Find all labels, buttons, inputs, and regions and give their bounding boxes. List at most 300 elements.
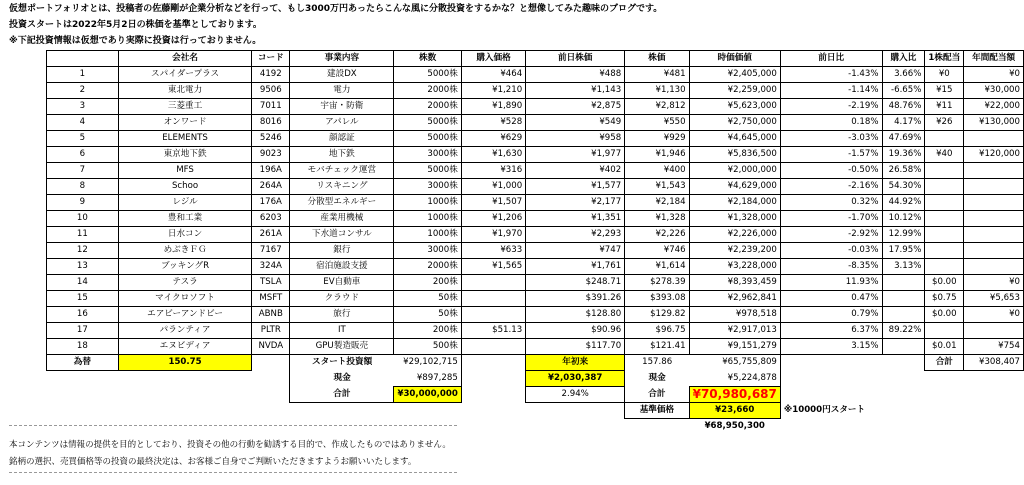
table-cell: $391.26 bbox=[526, 291, 625, 307]
year-start-label: 年初来 bbox=[526, 355, 625, 371]
table-row bbox=[47, 307, 1024, 323]
table-cell: ¥528 bbox=[461, 115, 525, 131]
table-cell: ¥1,565 bbox=[461, 259, 525, 275]
disclaimer-line-2: 銘柄の選択、売買価格等の投資の最終決定は、お客様ご自身でご判断いただきますようお願いいたします。 bbox=[9, 457, 417, 467]
table-row bbox=[47, 195, 1024, 211]
table-cell: -1.70% bbox=[780, 211, 882, 227]
year-start-rate: 157.86 bbox=[625, 355, 689, 371]
table-cell: 9023 bbox=[252, 147, 290, 163]
table-cell bbox=[925, 243, 964, 259]
table-cell: ¥1,577 bbox=[526, 179, 625, 195]
table-cell: ¥402 bbox=[526, 163, 625, 179]
table-cell: ¥120,000 bbox=[964, 147, 1024, 163]
header-market-value: 時価価値 bbox=[689, 51, 780, 67]
table-cell: ¥2,184 bbox=[625, 195, 689, 211]
table-cell: ¥0 bbox=[964, 67, 1024, 83]
table-cell: 44.92% bbox=[882, 195, 925, 211]
table-cell: 264A bbox=[252, 179, 290, 195]
table-cell: ブッキングR bbox=[118, 259, 252, 275]
table-cell: NVDA bbox=[252, 339, 290, 355]
table-cell: 7167 bbox=[252, 243, 290, 259]
table-cell: ¥633 bbox=[461, 243, 525, 259]
table-cell: ¥747 bbox=[526, 243, 625, 259]
table-cell: 16 bbox=[47, 307, 119, 323]
table-cell: 2000株 bbox=[394, 259, 461, 275]
year-start-value: ¥2,030,387 bbox=[526, 371, 625, 387]
fx-value: 150.75 bbox=[118, 355, 252, 371]
table-cell: 11.93% bbox=[780, 275, 882, 291]
table-cell: 261A bbox=[252, 227, 290, 243]
table-cell: $129.82 bbox=[625, 307, 689, 323]
summary-row-5 bbox=[47, 419, 1024, 435]
table-cell: ¥2,177 bbox=[526, 195, 625, 211]
table-cell bbox=[925, 323, 964, 339]
table-cell: ¥22,000 bbox=[964, 99, 1024, 115]
table-row bbox=[47, 179, 1024, 195]
table-cell: 2 bbox=[47, 83, 119, 99]
table-cell: レジル bbox=[118, 195, 252, 211]
table-cell bbox=[964, 323, 1024, 339]
table-cell: ¥2,000,000 bbox=[689, 163, 780, 179]
table-cell: 5000株 bbox=[394, 115, 461, 131]
table-cell: ¥2,184,000 bbox=[689, 195, 780, 211]
table-cell bbox=[461, 307, 525, 323]
header-shares: 株数 bbox=[394, 51, 461, 67]
cash-value-2: ¥5,224,878 bbox=[689, 371, 780, 387]
table-cell: 54.30% bbox=[882, 179, 925, 195]
header-purchase-ratio: 購入比 bbox=[882, 51, 925, 67]
table-cell: 14 bbox=[47, 275, 119, 291]
table-cell: 1000株 bbox=[394, 211, 461, 227]
header-company: 会社名 bbox=[118, 51, 252, 67]
table-cell bbox=[882, 275, 925, 291]
cash-label-2: 現金 bbox=[648, 373, 666, 383]
table-cell: 324A bbox=[252, 259, 290, 275]
table-cell: ¥3,228,000 bbox=[689, 259, 780, 275]
table-cell: 5 bbox=[47, 131, 119, 147]
table-cell bbox=[964, 195, 1024, 211]
table-cell: 50株 bbox=[394, 291, 461, 307]
table-cell: ¥8,393,459 bbox=[689, 275, 780, 291]
base-label: 基準価格 bbox=[625, 403, 689, 419]
table-cell: 電力 bbox=[290, 83, 394, 99]
cash-value: ¥897,285 bbox=[394, 371, 461, 387]
table-cell: アパレル bbox=[290, 115, 394, 131]
table-cell: 4.17% bbox=[882, 115, 925, 131]
header-business: 事業内容 bbox=[290, 51, 394, 67]
table-cell: 6203 bbox=[252, 211, 290, 227]
table-cell: 5000株 bbox=[394, 67, 461, 83]
table-cell: 日水コン bbox=[118, 227, 252, 243]
table-cell bbox=[925, 131, 964, 147]
header-no bbox=[47, 51, 119, 67]
table-cell: ¥978,518 bbox=[689, 307, 780, 323]
table-cell: エヌビディア bbox=[118, 339, 252, 355]
table-cell: $90.96 bbox=[526, 323, 625, 339]
total-label: 合計 bbox=[290, 387, 394, 403]
table-cell bbox=[925, 211, 964, 227]
table-cell: ¥1,507 bbox=[461, 195, 525, 211]
table-cell: 4192 bbox=[252, 67, 290, 83]
table-cell bbox=[964, 163, 1024, 179]
header-price: 株価 bbox=[625, 51, 689, 67]
table-cell: パランティア bbox=[118, 323, 252, 339]
table-cell: 2000株 bbox=[394, 99, 461, 115]
table-cell bbox=[925, 179, 964, 195]
table-cell: ¥1,761 bbox=[526, 259, 625, 275]
total-label-2: 合計 bbox=[625, 387, 689, 403]
table-row bbox=[47, 211, 1024, 227]
table-row bbox=[47, 291, 1024, 307]
table-cell: 0.32% bbox=[780, 195, 882, 211]
header-purchase-price: 購入価格 bbox=[461, 51, 525, 67]
table-cell: ¥5,836,500 bbox=[689, 147, 780, 163]
table-row bbox=[47, 243, 1024, 259]
table-cell bbox=[964, 131, 1024, 147]
header-code: コード bbox=[252, 51, 290, 67]
header-prev-price: 前日株価 bbox=[526, 51, 625, 67]
table-cell: 176A bbox=[252, 195, 290, 211]
table-cell: ¥1,210 bbox=[461, 83, 525, 99]
table-cell: 18 bbox=[47, 339, 119, 355]
table-cell: ¥30,000 bbox=[964, 83, 1024, 99]
table-cell: ¥754 bbox=[964, 339, 1024, 355]
table-cell: $51.13 bbox=[461, 323, 525, 339]
table-cell: エアビーアンドビー bbox=[118, 307, 252, 323]
table-cell bbox=[461, 339, 525, 355]
table-cell: $393.08 bbox=[625, 291, 689, 307]
table-cell: 0.47% bbox=[780, 291, 882, 307]
table-row bbox=[47, 323, 1024, 339]
table-cell: ¥0 bbox=[964, 275, 1024, 291]
table-cell: 47.69% bbox=[882, 131, 925, 147]
summary-row-3 bbox=[47, 387, 1024, 403]
table-cell: ¥2,750,000 bbox=[689, 115, 780, 131]
table-cell: 5000株 bbox=[394, 163, 461, 179]
table-row bbox=[47, 339, 1024, 355]
table-cell: $128.80 bbox=[526, 307, 625, 323]
table-cell: PLTR bbox=[252, 323, 290, 339]
table-cell: 5246 bbox=[252, 131, 290, 147]
table-cell: ¥1,543 bbox=[625, 179, 689, 195]
disclaimer-line-1: 本コンテンツは情報の提供を目的としており、投資その他の行動を勧誘する目的で、作成したものではありません。 bbox=[9, 440, 451, 450]
table-cell: 建設DX bbox=[290, 67, 394, 83]
table-cell: TSLA bbox=[252, 275, 290, 291]
table-cell: テスラ bbox=[118, 275, 252, 291]
table-cell bbox=[964, 243, 1024, 259]
table-cell: ¥2,226,000 bbox=[689, 227, 780, 243]
summary-row-1 bbox=[47, 355, 1024, 371]
table-cell: -2.19% bbox=[780, 99, 882, 115]
table-cell: ¥746 bbox=[625, 243, 689, 259]
table-cell: -1.14% bbox=[780, 83, 882, 99]
table-cell: 0.18% bbox=[780, 115, 882, 131]
base-note: ※10000円スタート bbox=[783, 405, 866, 415]
header-annual-dividend: 年間配当額 bbox=[964, 51, 1024, 67]
table-cell: マイクロソフト bbox=[118, 291, 252, 307]
table-cell: ¥1,130 bbox=[625, 83, 689, 99]
table-cell: 1 bbox=[47, 67, 119, 83]
table-cell: -2.92% bbox=[780, 227, 882, 243]
table-cell bbox=[925, 227, 964, 243]
table-cell: 17.95% bbox=[882, 243, 925, 259]
table-cell: ¥5,653 bbox=[964, 291, 1024, 307]
total-value: ¥30,000,000 bbox=[394, 387, 461, 403]
table-row bbox=[47, 131, 1024, 147]
table-cell: 三菱重工 bbox=[118, 99, 252, 115]
summary-row-2 bbox=[47, 371, 1024, 387]
table-cell: ¥1,946 bbox=[625, 147, 689, 163]
table-cell: クラウド bbox=[290, 291, 394, 307]
table-cell: ELEMENTS bbox=[118, 131, 252, 147]
table-cell: ¥2,293 bbox=[526, 227, 625, 243]
table-cell: ¥1,890 bbox=[461, 99, 525, 115]
table-cell: ¥629 bbox=[461, 131, 525, 147]
table-cell: 3.66% bbox=[882, 67, 925, 83]
table-cell: 東京地下鉄 bbox=[118, 147, 252, 163]
table-cell bbox=[925, 195, 964, 211]
divider-top bbox=[9, 425, 457, 426]
table-cell: 7 bbox=[47, 163, 119, 179]
table-row bbox=[47, 83, 1024, 99]
table-cell: リスキニング bbox=[290, 179, 394, 195]
portfolio-table bbox=[46, 50, 1024, 434]
table-cell: ¥549 bbox=[526, 115, 625, 131]
table-row bbox=[47, 163, 1024, 179]
divider-bottom bbox=[9, 472, 457, 473]
table-cell: 89.22% bbox=[882, 323, 925, 339]
table-cell: オンワード bbox=[118, 115, 252, 131]
table-cell: めぶきＦＧ bbox=[118, 243, 252, 259]
table-cell: $117.70 bbox=[526, 339, 625, 355]
year-start-total: ¥65,755,809 bbox=[689, 355, 780, 371]
table-cell: ABNB bbox=[252, 307, 290, 323]
table-cell: $0.01 bbox=[925, 339, 964, 355]
dividend-total-label: 合計 bbox=[925, 355, 964, 371]
table-cell: ¥1,977 bbox=[526, 147, 625, 163]
table-cell: 4 bbox=[47, 115, 119, 131]
table-cell: 200株 bbox=[394, 275, 461, 291]
table-cell: 9506 bbox=[252, 83, 290, 99]
table-cell: ¥400 bbox=[625, 163, 689, 179]
table-row bbox=[47, 259, 1024, 275]
base-value: ¥23,660 bbox=[689, 403, 780, 419]
table-cell: ¥958 bbox=[526, 131, 625, 147]
start-value: ¥29,102,715 bbox=[394, 355, 461, 371]
table-cell: 産業用機械 bbox=[290, 211, 394, 227]
table-cell: ¥2,405,000 bbox=[689, 67, 780, 83]
table-cell: 3000株 bbox=[394, 243, 461, 259]
table-cell: 200株 bbox=[394, 323, 461, 339]
table-cell: ¥488 bbox=[526, 67, 625, 83]
table-cell: 6.37% bbox=[780, 323, 882, 339]
table-cell: $248.71 bbox=[526, 275, 625, 291]
total-value-2: ¥70,980,687 bbox=[689, 387, 780, 403]
table-cell: 宇宙・防衛 bbox=[290, 99, 394, 115]
table-cell: 3000株 bbox=[394, 179, 461, 195]
table-cell: $0.00 bbox=[925, 275, 964, 291]
dividend-total-value: ¥308,407 bbox=[964, 355, 1024, 371]
table-cell: 宿泊施設支援 bbox=[290, 259, 394, 275]
year-start-pct: 2.94% bbox=[526, 387, 625, 403]
table-cell bbox=[882, 291, 925, 307]
table-cell: $121.41 bbox=[625, 339, 689, 355]
table-cell bbox=[461, 275, 525, 291]
table-cell: モバチェック運営 bbox=[290, 163, 394, 179]
table-cell: 5000株 bbox=[394, 131, 461, 147]
table-cell: ¥11 bbox=[925, 99, 964, 115]
table-cell: 50株 bbox=[394, 307, 461, 323]
table-cell: 東北電力 bbox=[118, 83, 252, 99]
table-cell: -0.03% bbox=[780, 243, 882, 259]
table-cell: ¥2,917,013 bbox=[689, 323, 780, 339]
table-cell bbox=[461, 291, 525, 307]
table-cell: ¥481 bbox=[625, 67, 689, 83]
table-cell: 8 bbox=[47, 179, 119, 195]
table-cell: 下水道コンサル bbox=[290, 227, 394, 243]
intro-line-2: 投資スタートは2022年5月2日の株価を基準としております。 bbox=[9, 20, 262, 30]
header-day-change: 前日比 bbox=[780, 51, 882, 67]
table-cell: ¥1,630 bbox=[461, 147, 525, 163]
intro-line-1: 仮想ポートフォリオとは、投稿者の佐藤剛が企業分析などを行って、もし3000万円あったらこんな風に分散投資をするかな？と想像してみた趣味のブログです。 bbox=[9, 4, 663, 14]
table-cell: MSFT bbox=[252, 291, 290, 307]
start-label: スタート投資額 bbox=[290, 355, 394, 371]
table-cell: 旅行 bbox=[290, 307, 394, 323]
table-cell: ¥0 bbox=[964, 307, 1024, 323]
table-row bbox=[47, 227, 1024, 243]
table-cell: ¥0 bbox=[925, 67, 964, 83]
cash-label: 現金 bbox=[290, 371, 394, 387]
table-row bbox=[47, 115, 1024, 131]
summary-row-4 bbox=[47, 403, 1024, 419]
table-cell: ¥1,328 bbox=[625, 211, 689, 227]
table-cell: 1000株 bbox=[394, 195, 461, 211]
table-cell: 顔認証 bbox=[290, 131, 394, 147]
table-cell: 10 bbox=[47, 211, 119, 227]
table-cell: 2000株 bbox=[394, 83, 461, 99]
table-cell: 13 bbox=[47, 259, 119, 275]
table-cell: 7011 bbox=[252, 99, 290, 115]
table-cell: ¥316 bbox=[461, 163, 525, 179]
table-header-row bbox=[47, 51, 1024, 67]
table-cell bbox=[964, 211, 1024, 227]
table-cell: -2.16% bbox=[780, 179, 882, 195]
table-row bbox=[47, 67, 1024, 83]
table-cell bbox=[925, 259, 964, 275]
table-cell: ¥4,629,000 bbox=[689, 179, 780, 195]
table-cell: ¥1,328,000 bbox=[689, 211, 780, 227]
fx-label: 為替 bbox=[47, 355, 119, 371]
table-cell: ¥2,812 bbox=[625, 99, 689, 115]
table-cell: ¥550 bbox=[625, 115, 689, 131]
table-cell: ¥2,962,841 bbox=[689, 291, 780, 307]
table-cell: 10.12% bbox=[882, 211, 925, 227]
table-row bbox=[47, 99, 1024, 115]
table-cell: ¥4,645,000 bbox=[689, 131, 780, 147]
table-cell: 銀行 bbox=[290, 243, 394, 259]
table-cell: 豊和工業 bbox=[118, 211, 252, 227]
table-cell: 3.15% bbox=[780, 339, 882, 355]
table-cell: 19.36% bbox=[882, 147, 925, 163]
header-dividend-per-share: 1株配当 bbox=[925, 51, 964, 67]
table-cell: $278.39 bbox=[625, 275, 689, 291]
table-cell: $96.75 bbox=[625, 323, 689, 339]
table-cell: ¥130,000 bbox=[964, 115, 1024, 131]
table-cell: -3.03% bbox=[780, 131, 882, 147]
table-cell: ¥5,623,000 bbox=[689, 99, 780, 115]
table-cell: 1000株 bbox=[394, 227, 461, 243]
table-cell bbox=[925, 163, 964, 179]
table-cell bbox=[882, 307, 925, 323]
table-cell: 0.79% bbox=[780, 307, 882, 323]
table-cell: MFS bbox=[118, 163, 252, 179]
table-cell: ¥2,875 bbox=[526, 99, 625, 115]
table-cell: 26.58% bbox=[882, 163, 925, 179]
table-cell: 500株 bbox=[394, 339, 461, 355]
table-cell bbox=[882, 339, 925, 355]
table-cell: 6 bbox=[47, 147, 119, 163]
table-cell: ¥929 bbox=[625, 131, 689, 147]
table-cell: GPU製造販売 bbox=[290, 339, 394, 355]
table-cell: 3.13% bbox=[882, 259, 925, 275]
table-cell: -1.43% bbox=[780, 67, 882, 83]
table-row bbox=[47, 275, 1024, 291]
table-cell: ¥40 bbox=[925, 147, 964, 163]
table-cell: 3000株 bbox=[394, 147, 461, 163]
table-cell: ¥1,143 bbox=[526, 83, 625, 99]
table-cell: -6.65% bbox=[882, 83, 925, 99]
table-cell: EV自動車 bbox=[290, 275, 394, 291]
table-cell: 3 bbox=[47, 99, 119, 115]
table-cell: ¥464 bbox=[461, 67, 525, 83]
table-cell: 9 bbox=[47, 195, 119, 211]
table-cell: 12 bbox=[47, 243, 119, 259]
table-cell: ¥26 bbox=[925, 115, 964, 131]
table-cell: 地下鉄 bbox=[290, 147, 394, 163]
table-cell: 196A bbox=[252, 163, 290, 179]
table-cell: 15 bbox=[47, 291, 119, 307]
table-cell bbox=[964, 259, 1024, 275]
table-cell: 48.76% bbox=[882, 99, 925, 115]
table-cell: ¥2,259,000 bbox=[689, 83, 780, 99]
table-cell: ¥1,351 bbox=[526, 211, 625, 227]
table-cell: ¥1,000 bbox=[461, 179, 525, 195]
table-cell bbox=[964, 179, 1024, 195]
table-cell: $0.75 bbox=[925, 291, 964, 307]
table-cell: スパイダープラス bbox=[118, 67, 252, 83]
table-cell: Schoo bbox=[118, 179, 252, 195]
table-row bbox=[47, 147, 1024, 163]
table-cell: ¥15 bbox=[925, 83, 964, 99]
table-cell: 分散型エネルギー bbox=[290, 195, 394, 211]
table-cell: 8016 bbox=[252, 115, 290, 131]
intro-line-3: ※下記投資情報は仮想であり実際に投資は行っておりません。 bbox=[9, 36, 262, 46]
table-cell: 11 bbox=[47, 227, 119, 243]
table-cell: ¥2,239,200 bbox=[689, 243, 780, 259]
table-cell: ¥1,206 bbox=[461, 211, 525, 227]
table-cell: 12.99% bbox=[882, 227, 925, 243]
table-cell: -0.50% bbox=[780, 163, 882, 179]
table-cell: ¥2,226 bbox=[625, 227, 689, 243]
table-cell: -1.57% bbox=[780, 147, 882, 163]
table-cell: $0.00 bbox=[925, 307, 964, 323]
table-cell: -8.35% bbox=[780, 259, 882, 275]
table-cell: ¥1,614 bbox=[625, 259, 689, 275]
table-cell: 17 bbox=[47, 323, 119, 339]
table-cell bbox=[964, 227, 1024, 243]
table-cell: IT bbox=[290, 323, 394, 339]
table-cell: ¥1,970 bbox=[461, 227, 525, 243]
